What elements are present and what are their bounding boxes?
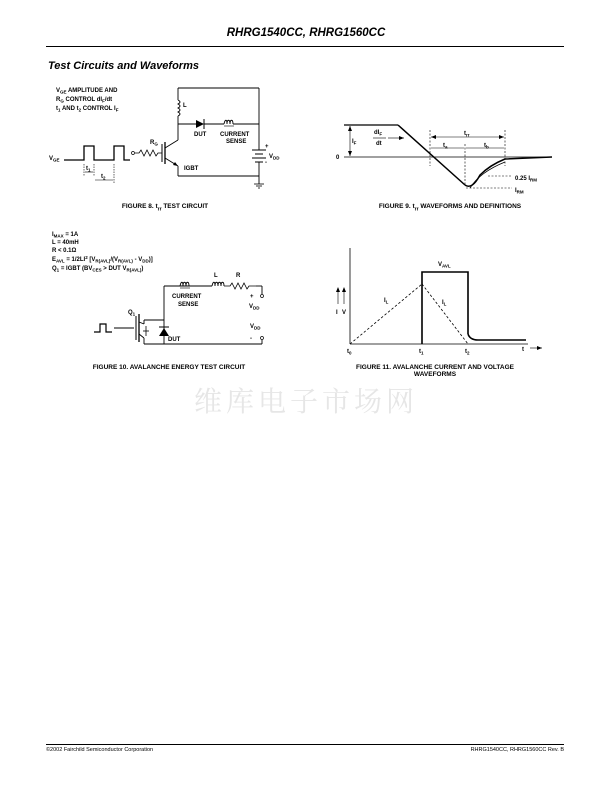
footer-copyright: ©2002 Fairchild Semiconductor Corporation — [46, 747, 154, 753]
sense-label: SENSE — [178, 302, 199, 308]
vavl-label: $V_{AVL}$ — [438, 262, 451, 269]
t-axis-label: t — [522, 347, 524, 353]
il-fall-label: $I_L$ — [442, 300, 447, 307]
minus-label: - — [250, 336, 252, 342]
figure-9-trr-waveforms — [330, 110, 560, 200]
vge-label: $V_{GE}$ — [49, 156, 60, 163]
fig10-line3: R < 0.1Ω — [52, 248, 77, 254]
figure-10-avalanche-circuit — [44, 228, 284, 353]
footer-doc-id: RHRG1540CC, RHRG1560CC Rev. B — [470, 747, 564, 753]
fig8-note-line1: $V_{GE}$ AMPLITUDE AND — [56, 88, 118, 95]
figure-11-caption — [330, 364, 540, 378]
plus-label: + — [265, 144, 269, 150]
zero-label: 0 — [336, 155, 340, 161]
fig8-note-line3: $t_1$ AND $t_2$ CONTROL $I_F$ — [56, 106, 119, 113]
figure-11-caption-line2: WAVEFORMS — [413, 371, 457, 378]
fig10-line2: L = 40mH — [52, 240, 79, 246]
t2-label: $t_2$ — [465, 349, 470, 356]
sense-label: SENSE — [226, 139, 247, 145]
header-rule — [46, 46, 564, 47]
dut-label: DUT — [194, 132, 207, 138]
page-header: RHRG1540CC, RHRG1560CC — [226, 27, 386, 39]
inductor-l — [212, 282, 224, 286]
gate-pulse-symbol — [94, 324, 112, 332]
inductor-l — [178, 100, 180, 116]
irm25-label: 0.25 $I_{RM}$ — [515, 176, 538, 183]
watermark: 维库电子市场网 — [193, 385, 418, 418]
t1-label: $t_1$ — [86, 166, 91, 173]
fig8-note-line2: $R_G$ CONTROL $dI_F/dt$ — [56, 97, 113, 104]
figure-11-avalanche-waveforms — [330, 240, 555, 365]
minus-label: - — [265, 160, 267, 166]
vdd-label: $V_{DD}$ — [269, 154, 280, 161]
dut-diode — [196, 120, 204, 128]
igbt-label: IGBT — [184, 166, 199, 172]
q1-label: $Q_1$ — [128, 310, 136, 317]
il-fall — [422, 284, 468, 344]
figure-10-caption: FIGURE 10. AVALANCHE ENERGY TEST CIRCUIT — [92, 364, 246, 371]
figure-9-caption: FIGURE 9. $t_{rr}$ WAVEFORMS AND DEFINITIONS — [378, 203, 522, 213]
fig10-line1: $I_{MAX} = 1A$ — [52, 232, 79, 239]
dif-label: $dI_F$ — [374, 130, 383, 137]
figure-8-caption: FIGURE 8. $t_{rr}$ TEST CIRCUIT — [121, 203, 209, 213]
if-label: $I_F$ — [352, 139, 357, 146]
fig10-line4: $E_{AVL} = 1/2LI^2$ $[V_{R(AVL)}/(V_{R(AVL)} - V_{DD})]$ — [52, 255, 153, 264]
dut-diode — [159, 328, 169, 336]
vdd-bottom-label: $V_{DD}$ — [250, 324, 261, 331]
current-sense-coil — [180, 282, 189, 286]
tb-label: $t_b$ — [484, 143, 489, 150]
figure-8-trr-test-circuit — [44, 84, 284, 194]
il-rise — [350, 284, 422, 344]
current-label: CURRENT — [172, 294, 202, 300]
dut-label: DUT — [168, 337, 181, 343]
vdd-top-label: $V_{DD}$ — [249, 304, 260, 311]
current-sense-coil — [224, 120, 233, 124]
fig10-line5: $Q_1$ = IGBT ($BV_{CES}$ > DUT $V_{R(AVL)}$) — [52, 266, 144, 273]
figure-11-caption-line1: FIGURE 11. AVALANCHE CURRENT AND VOLTAGE — [356, 364, 514, 371]
gate-pulse-waveform — [64, 146, 130, 160]
t2-label: $t_2$ — [101, 174, 106, 181]
l-label: L — [183, 103, 187, 109]
irm-label: $I_{RM}$ — [515, 188, 524, 195]
footer-rule — [46, 744, 564, 745]
current-waveform-recovery — [465, 157, 552, 186]
v-label: V — [342, 310, 347, 316]
section-title: Test Circuits and Waveforms — [48, 60, 199, 72]
current-waveform-fall — [398, 125, 465, 185]
t1-label: $t_1$ — [419, 349, 424, 356]
current-label: CURRENT — [220, 132, 250, 138]
rg-label: $R_G$ — [150, 140, 158, 147]
voltage-pulse — [422, 272, 468, 344]
il-rise-label: $I_L$ — [384, 298, 389, 305]
i-label: I — [336, 310, 338, 316]
dt-label: dt — [376, 141, 382, 147]
ta-label: $t_a$ — [443, 143, 448, 150]
r-label: R — [236, 273, 241, 279]
plus-label: + — [250, 294, 254, 300]
t0-label: $t_0$ — [347, 349, 352, 356]
resistor-r — [224, 283, 256, 289]
rg-resistor — [135, 150, 162, 156]
trr-label: $t_{rr}$ — [464, 131, 470, 138]
l-label: L — [214, 273, 218, 279]
